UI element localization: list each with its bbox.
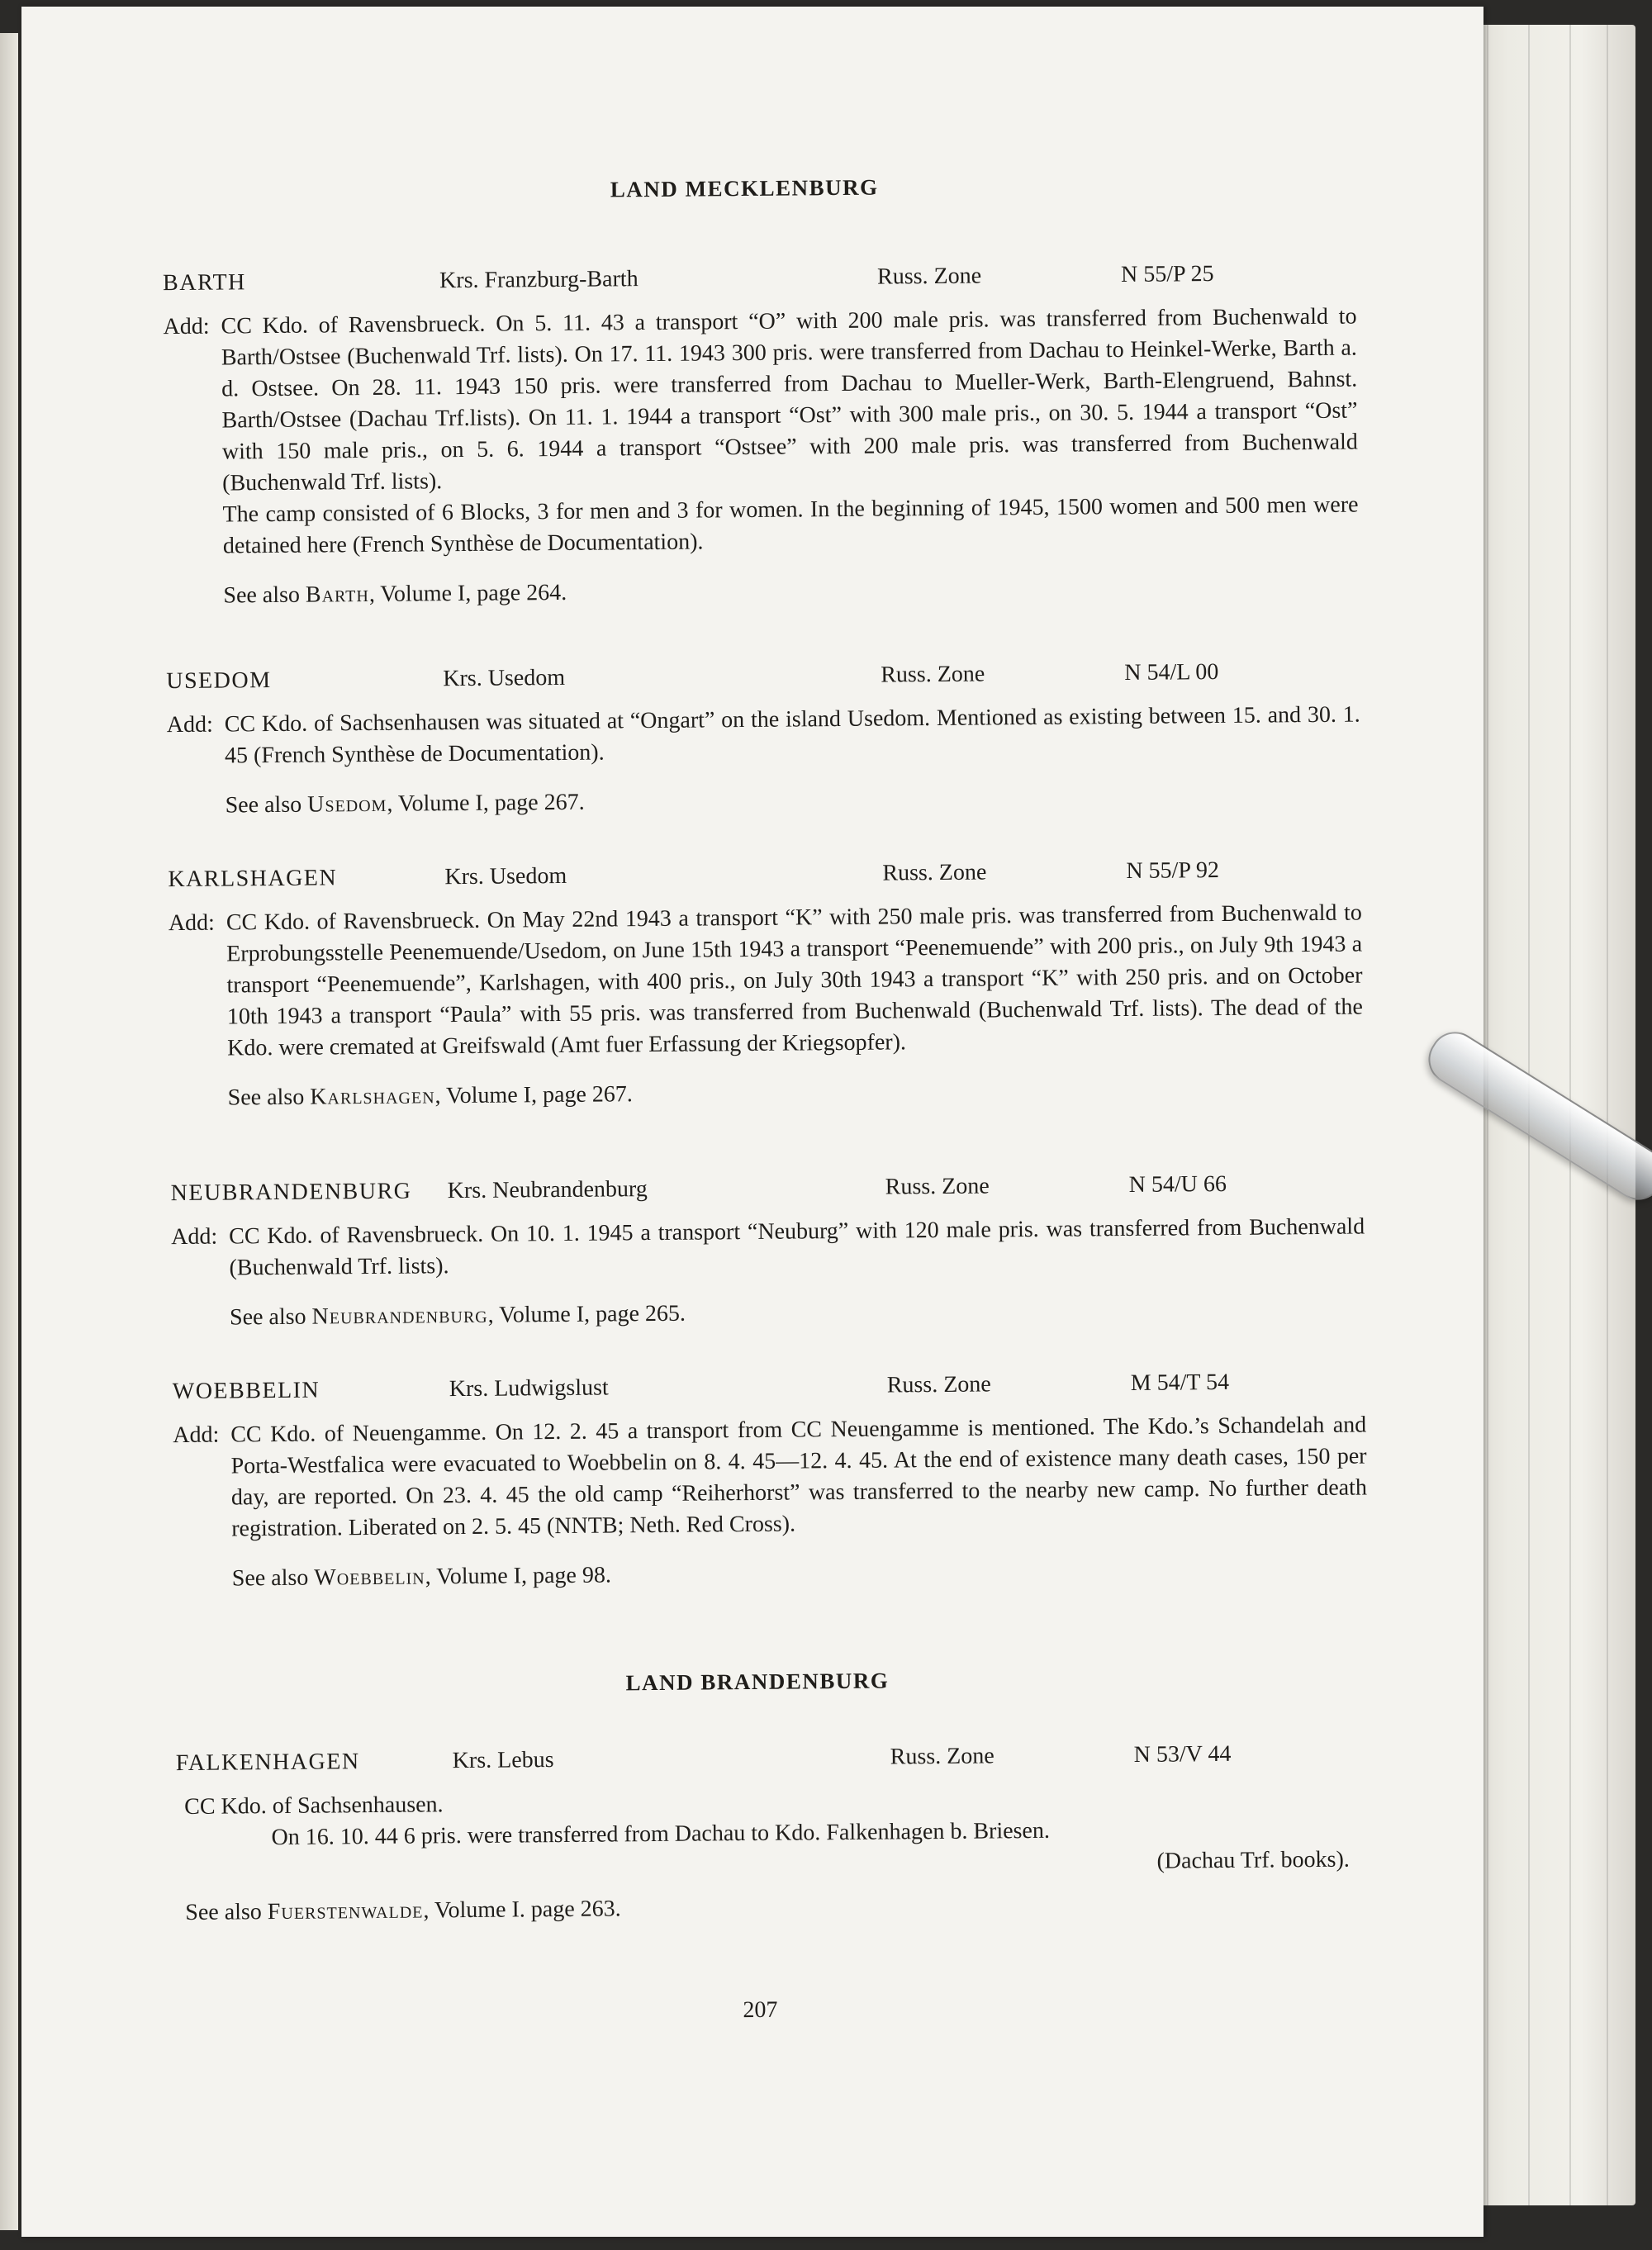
see-also-place: Karlshagen (310, 1083, 435, 1110)
see-also (230, 1292, 1394, 1333)
map-grid-ref: M 54/T 54 (1130, 1369, 1230, 1396)
district: Krs. Lebus (452, 1747, 554, 1774)
see-also (223, 570, 1388, 611)
entry-barth (163, 259, 1389, 612)
entry-header (163, 259, 1385, 306)
entry-falkenhagen (176, 1740, 1400, 1929)
district: Krs. Ludwigslust (449, 1374, 609, 1403)
entry-body (184, 1782, 1366, 1886)
see-also-place: Woebbelin (314, 1564, 425, 1591)
see-also (228, 1072, 1393, 1113)
entry-neubrandenburg (171, 1170, 1395, 1334)
entry-paragraph: CC Kdo. of Sachsenhausen was situated at “Ongart” on the island Usedom. Mentioned as existing between 15. and 30. 1. 45 (French Synthèse de Documentation). (224, 701, 1360, 769)
map-grid-ref: N 53/V 44 (1133, 1740, 1232, 1768)
see-also-place: Fuerstenwalde (267, 1897, 424, 1925)
entry-usedom (166, 657, 1390, 822)
district: Krs. Usedom (443, 664, 566, 692)
place-name: USEDOM (166, 667, 272, 695)
see-also-ref: , Volume I, page 267. (434, 1081, 633, 1109)
see-also-ref: , Volume I. page 263. (423, 1896, 621, 1924)
see-also (232, 1553, 1397, 1594)
see-also-prefix: See also (231, 1564, 309, 1592)
map-grid-ref: N 54/U 66 (1128, 1170, 1227, 1198)
see-also-prefix: See also (223, 581, 301, 609)
entry-header (171, 1170, 1393, 1217)
see-also-place: Neubrandenburg (311, 1302, 488, 1330)
add-label: Add: (163, 313, 210, 340)
see-also (185, 1887, 1399, 1929)
see-also-prefix: See also (229, 1303, 306, 1331)
zone: Russ. Zone (876, 263, 982, 290)
add-label: Add: (171, 1223, 218, 1251)
entry-paragraph: CC Kdo. of Ravensbrueck. On 10. 1. 1945 a transport “Neuburg” with 120 male pris. was transferred from Buchenwald (Buchenwald Trf. lists). (229, 1213, 1365, 1281)
entry-source: (Dachau Trf. books). (1156, 1846, 1350, 1874)
place-name: FALKENHAGEN (175, 1749, 360, 1777)
zone: Russ. Zone (881, 661, 985, 688)
entry-header (168, 856, 1390, 903)
see-also-ref: , Volume I, page 264. (368, 579, 567, 607)
entry-paragraph: The camp consisted of 6 Blocks, 3 for men and 3 for women. In the beginning of 1945, 1500 women and 500 men were detained here (French Synthèse de Documentation). (222, 491, 1359, 559)
see-also (225, 780, 1389, 821)
place-name: BARTH (162, 269, 246, 297)
map-grid-ref: N 54/L 00 (1124, 659, 1219, 686)
see-also-ref: , Volume I, page 98. (425, 1562, 612, 1590)
entry-paragraph: CC Kdo. of Ravensbrueck. On May 22nd 1943 a transport “K” with 250 male pris. was transferred from Buchenwald to Erprobungsstelle Peenemuende/Usedom, on June 15th 1943 a transport “Peenemuende” with 200 pris., on July 9th 1943 a transport “Peenemuende”, Karlshagen, with 400 pris., on July 30th 1943 a transport “K” with 250 pris. and on October 10th 1943 a transport “Paula” with 55 pris. was transferred from Buchenwald (Buchenwald Trf. lists). The dead of the Kdo. were cremated at Greifswald (Amt fuer Erfassung der Kriegsopfer). (225, 900, 1363, 1061)
add-label: Add: (166, 711, 213, 738)
district: Krs. Usedom (444, 862, 567, 890)
entry-second-line: On 16. 10. 44 6 pris. were transferred from Dachau to Kdo. Falkenhagen b. Briesen. (271, 1817, 1051, 1851)
district: Krs. Franzburg-Barth (439, 266, 638, 294)
entry-header (176, 1740, 1398, 1787)
entry-header (166, 657, 1389, 705)
zone: Russ. Zone (886, 1371, 991, 1398)
entry-body (173, 1409, 1368, 1545)
add-label: Add: (173, 1422, 220, 1449)
see-also-prefix: See also (185, 1899, 262, 1925)
section-heading-brandenburg: LAND BRANDENBURG (625, 1668, 890, 1696)
see-also-prefix: See also (225, 791, 302, 819)
document-page (21, 7, 1483, 2237)
add-label: Add: (168, 909, 216, 937)
place-name: KARLSHAGEN (168, 865, 338, 893)
place-name: WOEBBELIN (172, 1377, 320, 1405)
map-grid-ref: N 55/P 25 (1120, 261, 1214, 288)
entry-body (166, 700, 1361, 772)
place-name: NEUBRANDENBURG (170, 1178, 412, 1207)
see-also-ref: , Volume I, page 267. (387, 789, 585, 817)
section-heading-mecklenburg: LAND MECKLENBURG (610, 174, 879, 202)
entry-woebbelin (173, 1368, 1397, 1595)
entry-body (163, 301, 1359, 562)
entry-paragraph: CC Kdo. of Ravensbrueck. On 5. 11. 43 a transport “O” with 200 male pris. was transferred from Buchenwald to Barth/Ostsee (Buchenwald Trf. lists). On 17. 11. 1943 300 pris. were transferred from Dachau to Heinkel-Werke, Barth a. d. Ostsee. On 28. 11. 1943 150 pris. were transferred from Dachau to Mueller-Werk, Barth-Elengruend, Bahnst. Barth/Ostsee (Dachau Trf.lists). On 11. 1. 1944 a transport “Ost” with 300 male pris., on 30. 5. 1944 a transport “Ost” with 150 male pris., on 5. 6. 1944 a transport “Ostsee” with 200 male pris. was transferred from Buchenwald (Buchenwald Trf. lists). (221, 303, 1358, 496)
entry-paragraph: CC Kdo. of Neuengamme. On 12. 2. 45 a transport from CC Neuengamme is mentioned. The Kdo.’s Schandelah and Porta-Westfalica were evacuated to Woebbelin on 8. 4. 45—12. 4. 45. At the end of existence many death cases, 150 per day, are reported. On 23. 4. 45 the old camp “Reiherhorst” was transferred to the nearby new camp. No further death registration. Liberated on 2. 5. 45 (NNTB; Neth. Red Cross). (230, 1412, 1368, 1542)
zone: Russ. Zone (882, 859, 987, 886)
see-also-prefix: See also (227, 1084, 305, 1111)
zone: Russ. Zone (885, 1173, 990, 1200)
map-grid-ref: N 55/P 92 (1126, 857, 1220, 884)
see-also-place: Barth (305, 581, 369, 608)
see-also-ref: , Volume I, page 265. (487, 1300, 686, 1328)
district: Krs. Neubrandenburg (447, 1176, 648, 1204)
entry-header (173, 1368, 1395, 1415)
zone: Russ. Zone (890, 1743, 995, 1770)
see-also-place: Usedom (307, 790, 387, 818)
page-number: 207 (743, 1996, 778, 2024)
entry-body (171, 1211, 1365, 1284)
entry-body (168, 898, 1364, 1065)
entry-first-line: CC Kdo. of Sachsenhausen. (184, 1792, 444, 1820)
entry-karlshagen (168, 856, 1393, 1114)
